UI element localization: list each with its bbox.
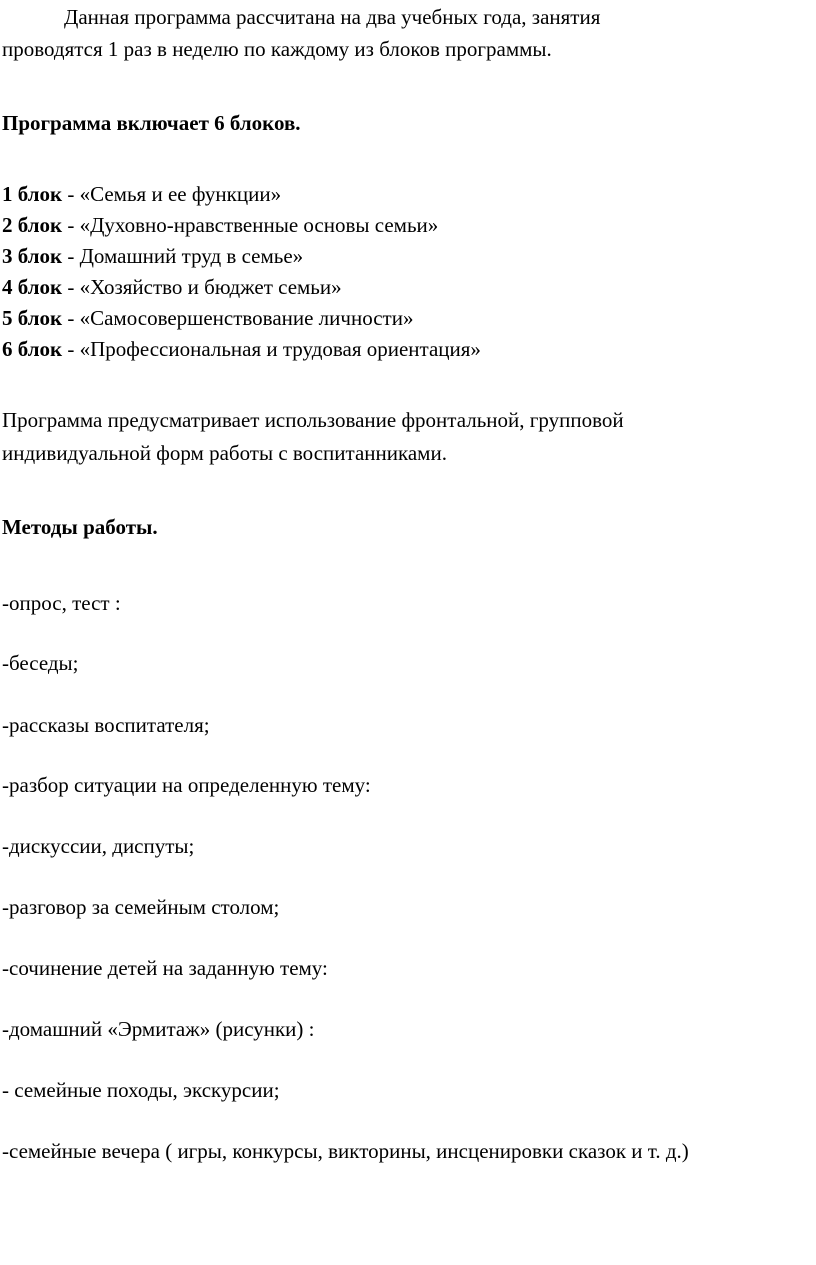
- block-number: 4 блок: [2, 275, 63, 299]
- method-item: -сочинение детей на заданную тему:: [2, 956, 328, 980]
- block-number: 6 блок: [2, 337, 63, 361]
- blocks-heading: Программа включает 6 блоков.: [2, 111, 301, 135]
- block-title: - «Профессиональная и трудовая ориентация»: [62, 337, 481, 361]
- block-item: [2, 212, 438, 238]
- block-title: - «Духовно-нравственные основы семьи»: [62, 213, 439, 237]
- methods-heading: Методы работы.: [2, 515, 158, 539]
- block-item: [2, 243, 303, 269]
- method-item: -дискуссии, диспуты;: [2, 834, 195, 858]
- method-item: -семейные вечера ( игры, конкурсы, викторины, инсценировки сказок и т. д.): [2, 1139, 689, 1163]
- method-item: - семейные походы, экскурсии;: [2, 1078, 280, 1102]
- block-item: [2, 181, 281, 207]
- intro-line-1: Данная программа рассчитана на два учебных года, занятия: [64, 5, 601, 29]
- block-title: - «Самосовершенствование личности»: [62, 306, 414, 330]
- method-item: -опрос, тест :: [2, 591, 121, 615]
- method-item: -разбор ситуации на определенную тему:: [2, 773, 371, 797]
- block-number: 3 блок: [2, 244, 63, 268]
- method-item: -рассказы воспитателя;: [2, 713, 210, 737]
- block-item: [2, 274, 342, 300]
- intro-line-2: проводятся 1 раз в неделю по каждому из блоков программы.: [2, 37, 552, 61]
- block-item: [2, 305, 413, 331]
- forms-line-1: Программа предусматривает использование фронтальной, групповой: [2, 408, 624, 432]
- forms-line-2: индивидуальной форм работы с воспитанниками.: [2, 441, 447, 465]
- block-number: 5 блок: [2, 306, 63, 330]
- method-item: -беседы;: [2, 651, 79, 675]
- block-number: 1 блок: [2, 182, 63, 206]
- block-title: - «Хозяйство и бюджет семьи»: [62, 275, 342, 299]
- block-title: - «Семья и ее функции»: [62, 182, 282, 206]
- method-item: -домашний «Эрмитаж» (рисунки) :: [2, 1017, 315, 1041]
- block-item: [2, 336, 481, 362]
- method-item: -разговор за семейным столом;: [2, 895, 280, 919]
- block-title: - Домашний труд в семье»: [62, 244, 304, 268]
- block-number: 2 блок: [2, 213, 63, 237]
